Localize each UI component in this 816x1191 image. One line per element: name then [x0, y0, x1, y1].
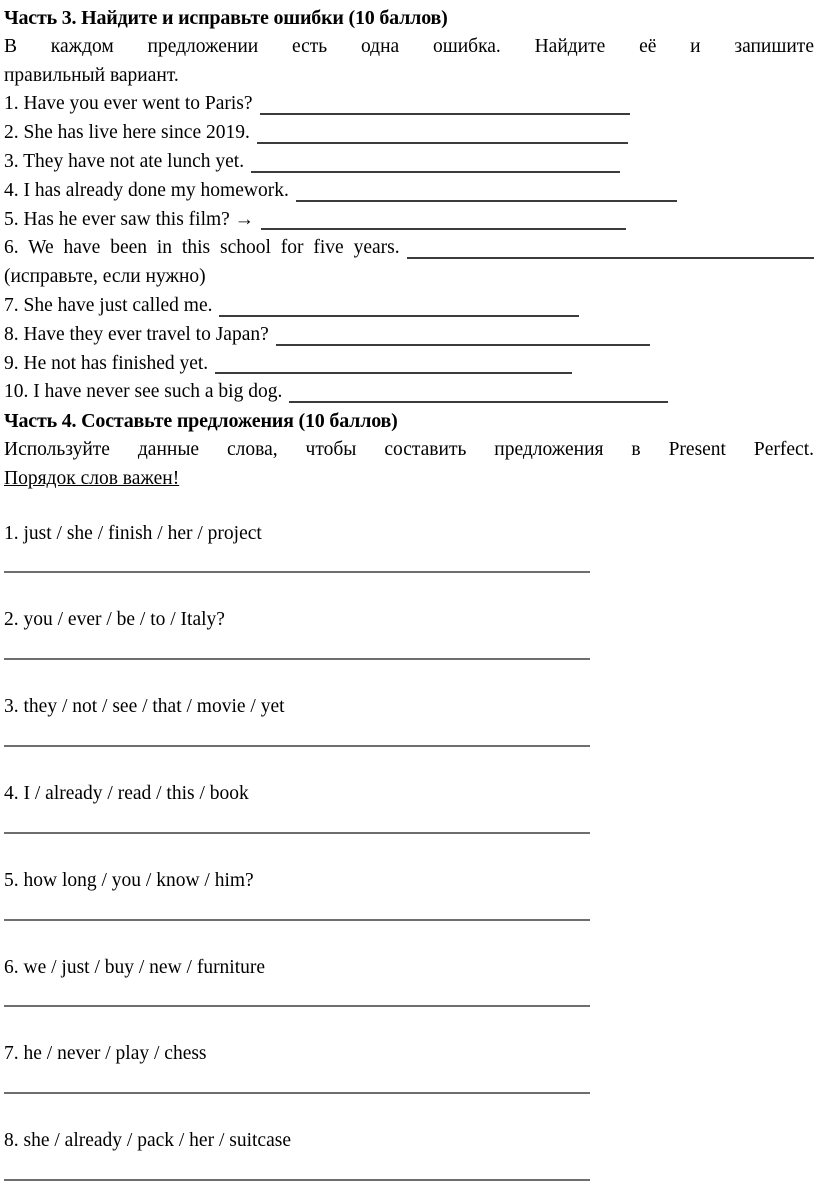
sentence-text: 5. Has he ever saw this film? → [4, 208, 255, 230]
part4-intro: Используйте данные слова, чтобы составить предложения в Present Perfect. [4, 438, 814, 460]
sentence-text: 7. She have just called me. [4, 294, 213, 316]
part4-heading: Часть 4. Составьте предложения (10 баллов) [4, 410, 398, 433]
sentence-text: 6. We have been in this school for five years. [4, 237, 400, 259]
exercise-sentence [4, 148, 814, 177]
answer-blank [407, 234, 814, 259]
part4-exercise-list [4, 520, 814, 1181]
exercise-sentence [4, 292, 814, 321]
word-prompt-text: 1. just / she / finish / her / project [4, 522, 262, 544]
part3-exercise-list [4, 90, 814, 407]
sentence-text: 3. They have not ate lunch yet. [4, 150, 245, 172]
answer-blank [261, 206, 626, 231]
exercise-sentence [4, 119, 814, 148]
word-prompt-item [4, 780, 814, 834]
part3-intro-line1: В каждом предложении есть одна ошибка. Найдите её и запишите [4, 35, 814, 57]
sentence-text: 8. Have they ever travel to Japan? [4, 323, 269, 345]
word-prompt-text: 4. I / already / read / this / book [4, 782, 249, 804]
exercise-sentence [4, 378, 814, 407]
writing-line [4, 832, 590, 834]
answer-blank [260, 90, 630, 115]
word-prompt-item [4, 1127, 814, 1181]
writing-line [4, 1005, 590, 1007]
writing-line [4, 1179, 590, 1181]
sentence-text: 10. I have never see such a big dog. [4, 381, 283, 403]
exercise-sentence [4, 234, 814, 263]
word-prompt-item [4, 1040, 814, 1094]
answer-blank [296, 177, 677, 202]
word-prompt-item [4, 693, 814, 747]
answer-blank [215, 350, 572, 375]
sentence-text: 9. He not has finished yet. [4, 352, 209, 374]
exercise-sentence [4, 90, 814, 119]
word-prompt-item [4, 867, 814, 921]
word-prompt-item [4, 520, 814, 574]
exercise-sentence [4, 206, 814, 235]
answer-blank [251, 148, 620, 173]
part3-intro-line2: правильный вариант. [4, 64, 179, 86]
answer-blank [257, 119, 628, 144]
writing-line [4, 658, 590, 660]
word-prompt-text: 3. they / not / see / that / movie / yet [4, 696, 285, 718]
word-prompt-text: 8. she / already / pack / her / suitcase [4, 1130, 291, 1152]
exercise-sentence [4, 321, 814, 350]
writing-line [4, 919, 590, 921]
exercise-sentence [4, 350, 814, 379]
word-prompt-item [4, 954, 814, 1008]
writing-line [4, 745, 590, 747]
sentence-text: 1. Have you ever went to Paris? [4, 93, 253, 115]
word-prompt-text: 7. he / never / play / chess [4, 1043, 207, 1065]
word-prompt-text: 5. how long / you / know / him? [4, 869, 254, 891]
sentence-text: 2. She has live here since 2019. [4, 122, 250, 144]
word-prompt-item [4, 606, 814, 660]
writing-line [4, 1092, 590, 1094]
sentence-note: (исправьте, если нужно) [4, 266, 206, 288]
part3-heading: Часть 3. Найдите и исправьте ошибки (10 баллов) [4, 7, 448, 29]
answer-blank [289, 378, 668, 403]
word-prompt-text: 6. we / just / buy / new / furniture [4, 956, 266, 978]
exercise-sentence [4, 177, 814, 206]
sentence-text: 4. I has already done my homework. [4, 179, 289, 201]
writing-line [4, 571, 590, 573]
part4-warning: Порядок слов важен! [4, 467, 180, 489]
word-prompt-text: 2. you / ever / be / to / Italy? [4, 609, 225, 631]
answer-blank [219, 292, 579, 317]
answer-blank [276, 321, 650, 346]
